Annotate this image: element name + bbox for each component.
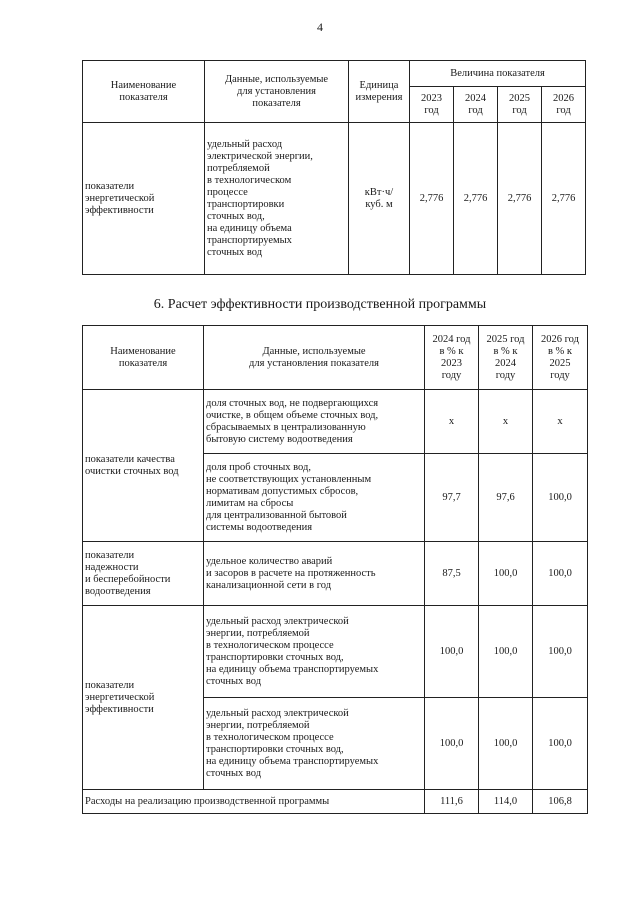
header-indicator-name: Наименование показателя xyxy=(83,61,205,123)
header-value-group: Величина показателя xyxy=(410,61,586,87)
value-cell: 100,0 xyxy=(533,606,588,698)
value-cell: 100,0 xyxy=(425,698,479,790)
data-cell: удельный расход электрической энергии, потребляемой в технологическом процессе транспортировки сточных вод, на единицу объема транспортируемых сточных вод xyxy=(205,123,349,275)
header-year-2025: 2025 год xyxy=(498,87,542,123)
header-year-2023: 2023 год xyxy=(410,87,454,123)
value-cell: 2,776 xyxy=(498,123,542,275)
value-cell: x xyxy=(533,390,588,454)
value-cell: 2,776 xyxy=(410,123,454,275)
unit-cell: кВт·ч/ куб. м xyxy=(349,123,410,275)
header-2026-vs-2025: 2026 год в % к 2025 году xyxy=(533,326,588,390)
header-year-2026: 2026 год xyxy=(542,87,586,123)
efficiency-table xyxy=(82,325,588,814)
value-cell: 97,7 xyxy=(425,454,479,542)
indicator-cell: показатели надежности и бесперебойности водоотведения xyxy=(83,542,204,606)
data-cell: удельный расход электрической энергии, потребляемой в технологическом процессе транспортировки сточных вод, на единицу объема транспортируемых сточных вод xyxy=(204,606,425,698)
value-cell: 100,0 xyxy=(479,698,533,790)
value-cell: 100,0 xyxy=(533,698,588,790)
total-value: 114,0 xyxy=(479,790,533,814)
table-row xyxy=(83,390,588,454)
data-cell: доля сточных вод, не подвергающихся очистке, в общем объеме сточных вод, сбрасываемых в централизованную бытовую систему водоотведения xyxy=(204,390,425,454)
value-cell: 100,0 xyxy=(533,542,588,606)
header-unit: Единица измерения xyxy=(349,61,410,123)
data-cell: удельный расход электрической энергии, потребляемой в технологическом процессе транспортировки сточных вод, на единицу объема транспортируемых сточных вод xyxy=(204,698,425,790)
total-label: Расходы на реализацию производственной программы xyxy=(83,790,425,814)
indicator-cell: показатели энергетической эффективности xyxy=(83,123,205,275)
table-row xyxy=(83,123,586,275)
indicator-cell: показатели энергетической эффективности xyxy=(83,606,204,790)
indicator-values-table xyxy=(82,60,586,275)
value-cell: 97,6 xyxy=(479,454,533,542)
value-cell: 100,0 xyxy=(479,542,533,606)
total-value: 111,6 xyxy=(425,790,479,814)
page-number: 4 xyxy=(317,20,323,34)
header-data-used: Данные, используемые для установления показателя xyxy=(205,61,349,123)
indicator-cell: показатели качества очистки сточных вод xyxy=(83,390,204,542)
value-cell: 87,5 xyxy=(425,542,479,606)
data-cell: доля проб сточных вод, не соответствующих установленным нормативам допустимых сбросов, лимитам на сбросы для централизованной бытовой системы водоотведения xyxy=(204,454,425,542)
value-cell: 100,0 xyxy=(425,606,479,698)
value-cell: 100,0 xyxy=(533,454,588,542)
header-data-used: Данные, используемые для установления показателя xyxy=(204,326,425,390)
table-row xyxy=(83,542,588,606)
total-row xyxy=(83,790,588,814)
data-cell: удельное количество аварий и засоров в расчете на протяженность канализационной сети в год xyxy=(204,542,425,606)
value-cell: x xyxy=(479,390,533,454)
value-cell: x xyxy=(425,390,479,454)
value-cell: 2,776 xyxy=(454,123,498,275)
table-row xyxy=(83,606,588,698)
header-2024-vs-2023: 2024 год в % к 2023 году xyxy=(425,326,479,390)
total-value: 106,8 xyxy=(533,790,588,814)
header-indicator-name: Наименование показателя xyxy=(83,326,204,390)
value-cell: 100,0 xyxy=(479,606,533,698)
header-2025-vs-2024: 2025 год в % к 2024 году xyxy=(479,326,533,390)
header-year-2024: 2024 год xyxy=(454,87,498,123)
value-cell: 2,776 xyxy=(542,123,586,275)
section-title: 6. Расчет эффективности производственной программы xyxy=(153,297,487,312)
